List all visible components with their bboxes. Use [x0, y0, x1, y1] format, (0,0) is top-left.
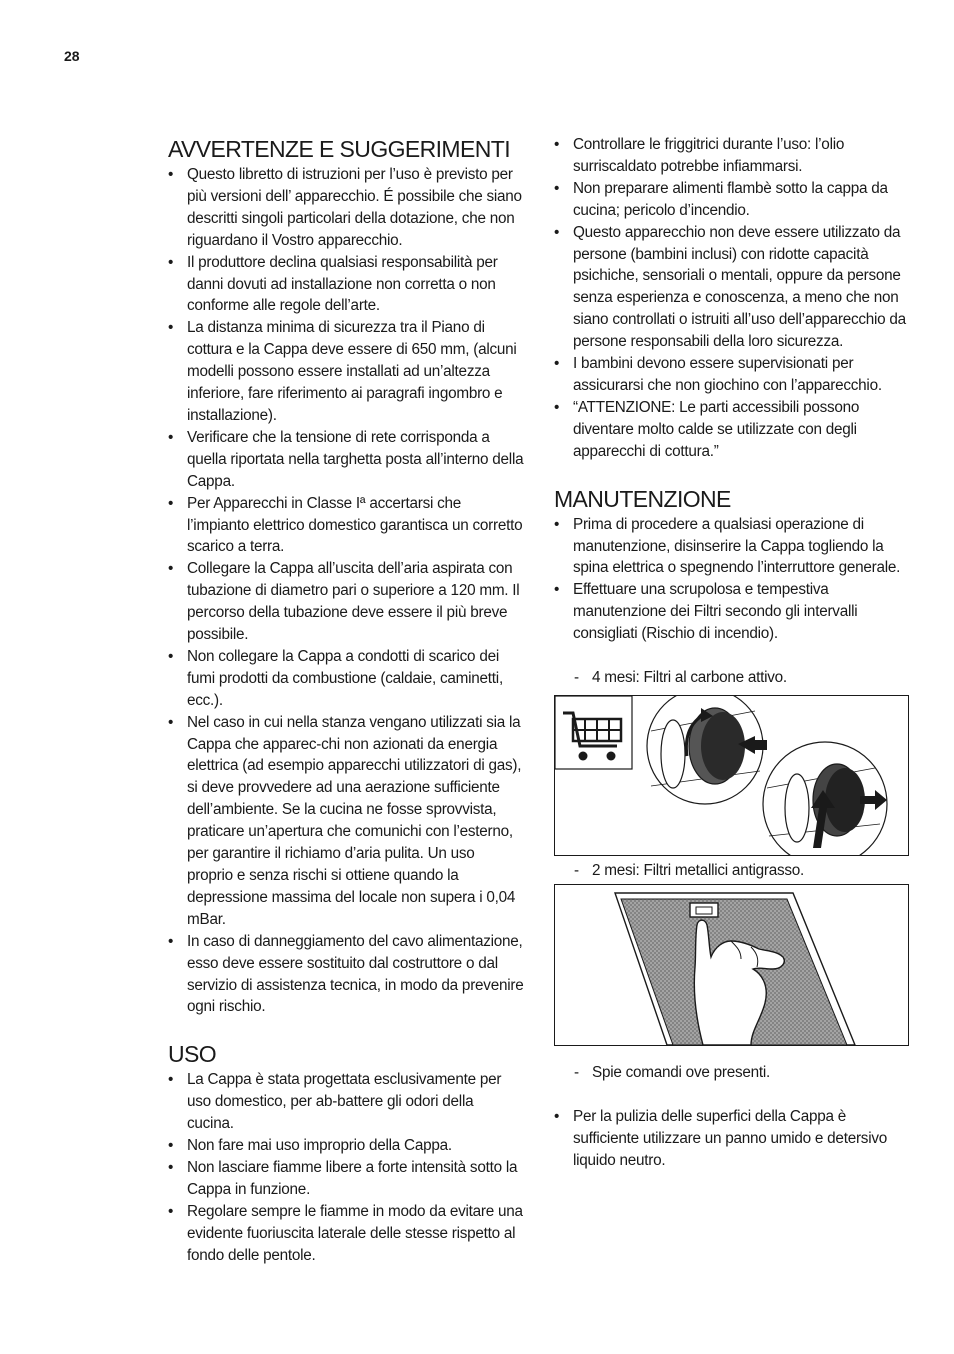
- list-item: • Questo libretto di istruzioni per l’uso è previsto per più versioni dell’ apparecchio. É possibile che siano descritti singoli particolari della dotazione, che non riguardano il Vostro apparecchio.: [168, 164, 524, 252]
- page-number: 28: [64, 48, 80, 64]
- list-item: • Per la pulizia delle superfici della Cappa è sufficiente utilizzare un panno umido e detersivo liquido neutro.: [554, 1106, 914, 1172]
- spacer: [168, 1018, 524, 1039]
- list-item: • Effettuare una scrupolosa e tempestiva manutenzione dei Filtri secondo gli intervalli consigliati (Rischio di incendio).: [554, 579, 914, 645]
- list-item: • Regolare sempre le fiamme in modo da evitare una evidente fuoriuscita laterale delle stesse rispetto al fondo delle pentole.: [168, 1201, 524, 1267]
- list-item: • In caso di danneggiamento del cavo alimentazione, esso deve essere sostituito dal costruttore o dal servizio di assistenza tecnica, in modo da prevenire ogni rischio.: [168, 931, 524, 1019]
- right-column: [554, 134, 914, 1171]
- list-item: • La Cappa è stata progettata esclusivamente per uso domestico, per ab-battere gli odori della cucina.: [168, 1069, 524, 1135]
- warnings-heading: AVVERTENZE E SUGGERIMENTI: [168, 136, 510, 162]
- list-item: • Controllare le friggitrici durante l’uso: l’olio surriscaldato potrebbe infiammarsi.: [554, 134, 914, 178]
- carbon-filter-illustration: [555, 696, 908, 855]
- spacer: [554, 463, 914, 484]
- list-item: • I bambini devono essere supervisionati per assicurarsi che non giochino con l’apparecchio.: [554, 353, 914, 397]
- cleaning-list: [554, 1106, 914, 1172]
- list-item: • Non fare mai uso improprio della Cappa.: [168, 1135, 524, 1157]
- list-item: • Non collegare la Cappa a condotti di scarico dei fumi prodotti da combustione (caldaie, caminetti, ecc.).: [168, 646, 524, 712]
- maintenance-list: [554, 514, 914, 645]
- list-item: • Questo apparecchio non deve essere utilizzato da persone (bambini inclusi) con ridotte capacità psichiche, sensoriali o mentali, oppure da persone senza esperienza e conoscenza, a meno che non siano controllati o istruiti all’uso dell’apparecchio da persone responsabili della loro sicurezza.: [554, 222, 914, 353]
- carbon-filter-figure: [554, 695, 909, 856]
- maintenance-heading: MANUTENZIONE: [554, 485, 731, 512]
- warnings-continued-list: [554, 134, 914, 463]
- list-item: • Il produttore declina qualsiasi responsabilità per danni dovuti ad installazione non corretta o non conforme alle regole dell’arte.: [168, 252, 524, 318]
- filter-detail-1: [647, 696, 767, 804]
- left-column: [168, 134, 524, 1267]
- grease-filter-illustration: [555, 885, 908, 1045]
- filter-detail-2: [763, 742, 887, 855]
- list-item: • Non lasciare fiamme libere a forte intensità sotto la Cappa in funzione.: [168, 1157, 524, 1201]
- shopping-cart-icon: [555, 696, 632, 769]
- list-item: • La distanza minima di sicurezza tra il Piano di cottura e la Cappa deve essere di 650 mm, (alcuni modelli possono essere installati ad un’altezza inferiore, fare riferimento ai paragrafi ingombro e installazione).: [168, 317, 524, 427]
- indicator-lights-text: - Spie comandi ove presenti.: [554, 1062, 914, 1084]
- list-item: • Nel caso in cui nella stanza vengano utilizzati sia la Cappa che apparec-chi non azionati da energia elettrica (ad esempio apparecchi utilizzatori di gas), si deve provvedere ad una aerazione sufficiente dell’ambiente. Se la cucina ne fosse sprovvista, praticare un’apertura che comunichi con l’esterno, per garantire il richiamo d’aria pulita. Un uso proprio e senza rischi si ottiene quando la depressione massima del locale non supera i 0,04 mBar.: [168, 712, 524, 931]
- list-item: • “ATTENZIONE: Le parti accessibili possono diventare molto calde se utilizzate con degli apparecchi di cottura.”: [554, 397, 914, 463]
- list-item: • Verificare che la tensione di rete corrisponda a quella riportata nella targhetta posta all’interno della Cappa.: [168, 427, 524, 493]
- interval-carbon-text: - 4 mesi: Filtri al carbone attivo.: [554, 667, 914, 689]
- interval-metal-text: - 2 mesi: Filtri metallici antigrasso.: [554, 860, 914, 882]
- use-list: [168, 1069, 524, 1266]
- warnings-list: [168, 164, 524, 1018]
- list-item: • Prima di procedere a qualsiasi operazione di manutenzione, disinserire la Cappa togliendo la spina elettrica o spegnendo l’interruttore generale.: [554, 514, 914, 580]
- grease-filter-figure: [554, 884, 909, 1046]
- use-heading: USO: [168, 1041, 217, 1068]
- list-item: • Collegare la Cappa all’uscita dell’aria aspirata con tubazione di diametro pari o superiore a 120 mm. Il percorso della tubazione deve essere il più breve possibile.: [168, 558, 524, 646]
- list-item: • Per Apparecchi in Classe Iª accertarsi che l’impianto elettrico domestico garantisca un corretto scarico a terra.: [168, 493, 524, 559]
- list-item: • Non preparare alimenti flambè sotto la cappa da cucina; pericolo d’incendio.: [554, 178, 914, 222]
